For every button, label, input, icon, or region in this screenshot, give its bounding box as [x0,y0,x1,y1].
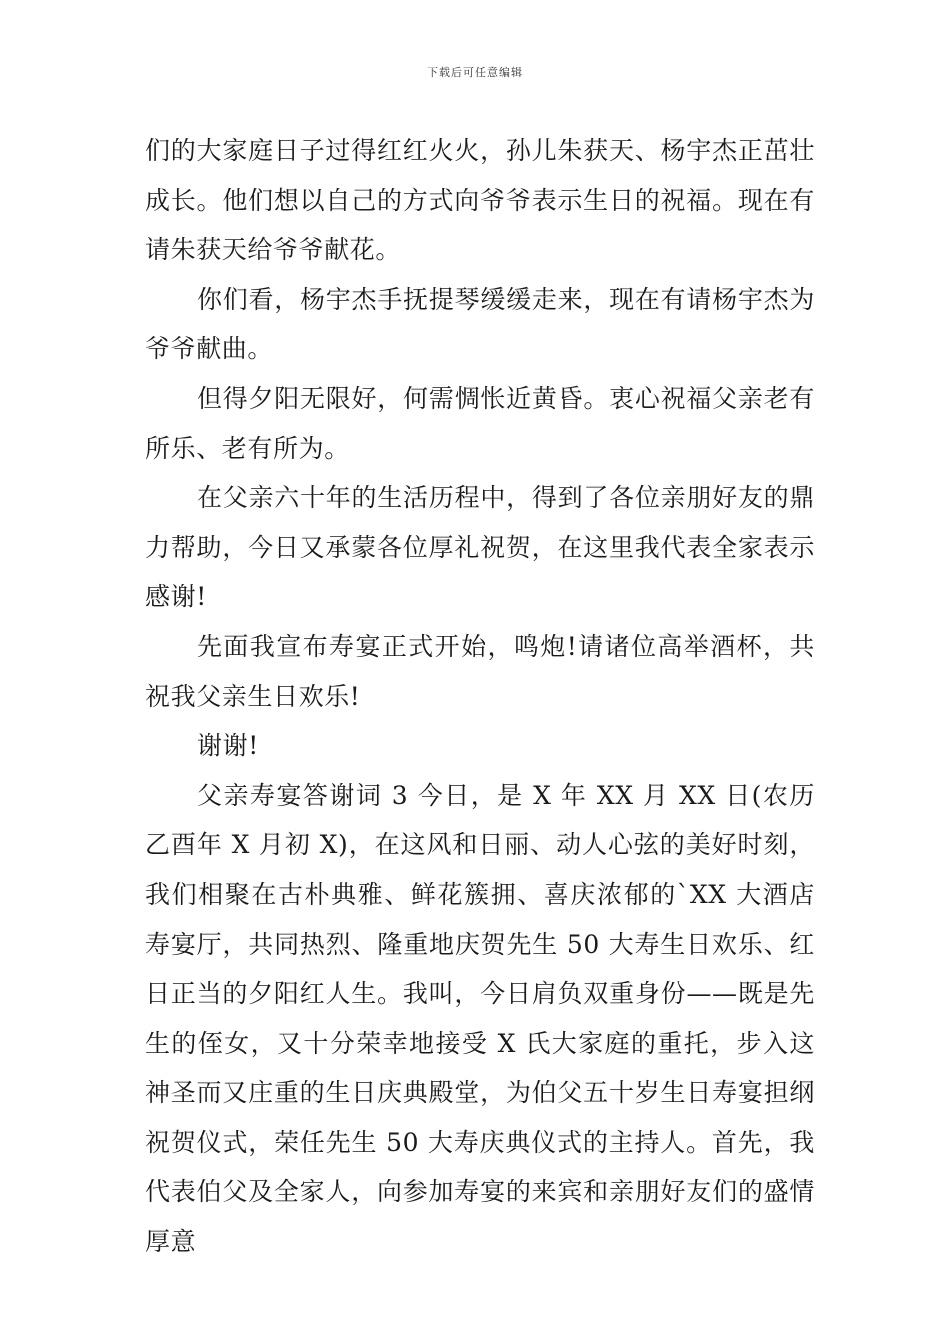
paragraph-thank-you: 谢谢! [197,731,259,761]
paragraph-continuation: 们的大家庭日子过得红红火火，孙儿朱获天、杨宇杰正茁壮成长。他们想以自己的方式向爷爷表示生日的祝福。现在有请朱获天给爷爷献花。 [145,136,815,265]
paragraph-violin: 你们看，杨宇杰手抚提琴缓缓走来，现在有请杨宇杰为爷爷献曲。 [145,284,815,364]
paragraph-banquet-start: 先面我宣布寿宴正式开始，鸣炮!请诸位高举酒杯，共祝我父亲生日欢乐! [145,631,815,711]
paragraph-sunset: 但得夕阳无限好，何需惆怅近黄昏。衷心祝福父亲老有所乐、老有所为。 [145,383,815,463]
document-body [145,126,815,1267]
page-header: 下载后可任意编辑 [427,66,523,79]
paragraph-thanks-friends: 在父亲六十年的生活历程中，得到了各位亲朋好友的鼎力帮助，今日又承蒙各位厚礼祝贺，在这里我代表全家表示感谢! [145,483,815,612]
paragraph-speech-3: 父亲寿宴答谢词 3 今日，是 X 年 XX 月 XX 日(农历乙酉年 X 月初 X)，在这风和日丽、动人心弦的美好时刻，我们相聚在古朴典雅、鲜花簇拥、喜庆浓郁的`XX 大酒店寿宴厅，共同热烈、隆重地庆贺先生 50 大寿生日欢乐、红日正当的夕阳红人生。我叫，今日肩负双重身份——既是先生的侄女，又十分荣幸地接受 X 氏大家庭的重托，步入这神圣而又庄重的生日庆典殿堂，为伯父五十岁生日寿宴担纲祝贺仪式，荣任先生 50 大寿庆典仪式的主持人。首先，我代表伯父及全家人，向参加寿宴的来宾和亲朋好友们的盛情厚意 [145,780,815,1257]
